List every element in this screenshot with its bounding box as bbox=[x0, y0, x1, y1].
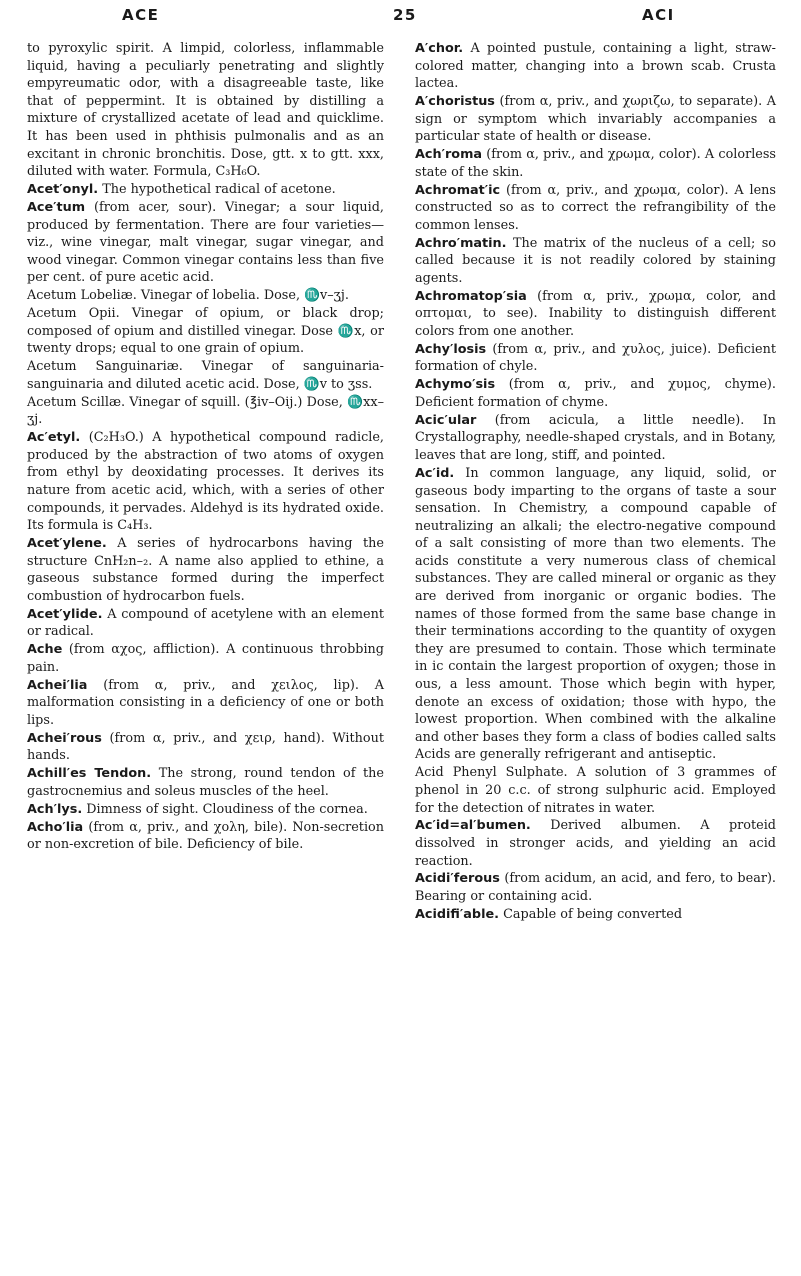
entry-body: A compound of acetylene with an element or radical. bbox=[27, 606, 384, 640]
entry-headword: Acidi′ferous bbox=[415, 871, 500, 887]
dictionary-entry bbox=[27, 40, 384, 181]
dictionary-entry bbox=[415, 341, 776, 376]
dictionary-entry bbox=[415, 870, 776, 905]
entry-headword: Achymo′sis bbox=[415, 377, 496, 393]
entry-body: (from α, priv., and χυμος, chyme). Deficient formation of chyme. bbox=[415, 377, 776, 410]
dictionary-entry bbox=[27, 429, 384, 535]
entry-body: (from αχος, affliction). A continuous throbbing pain. bbox=[27, 642, 384, 675]
entry-body: Acetum Sanguinariæ. Vinegar of sanguinaria-sanguinaria and diluted acetic acid. Dose, ♏v to ʒss. bbox=[27, 359, 384, 392]
entry-body: (from α, priv., χρωμα, color, and οπτομαι, to see). Inability to distinguish different colors from one another. bbox=[415, 288, 776, 339]
entry-body: Acetum Lobeliæ. Vinegar of lobelia. Dose, ♏v–ʒj. bbox=[27, 288, 349, 304]
dictionary-entry bbox=[415, 465, 776, 764]
entry-body: (from α, priv., and χειλος, lip). A malformation consisting in a deficiency of one or both lips. bbox=[27, 677, 384, 728]
entry-body: A series of hydrocarbons having the structure CnH₂n–₂. A name also applied to ethine, a gaseous substance formed during the imperfect combustion of hydrocarbon fuels. bbox=[27, 536, 384, 604]
dictionary-entry bbox=[415, 288, 776, 341]
left-column bbox=[27, 40, 384, 854]
dictionary-entry bbox=[27, 535, 384, 605]
dictionary-entry bbox=[27, 199, 384, 287]
dictionary-entry bbox=[27, 606, 384, 641]
entry-body: (from α, priv., and χωριζω, to separate). A sign or symptom which invariably accompanies a particular state of health or disease. bbox=[415, 94, 776, 145]
entry-headword: Ac′id=al′bumen. bbox=[415, 818, 531, 834]
right-column bbox=[415, 40, 776, 924]
entry-body: A pointed pustule, containing a light, straw-colored matter, changing into a brown scab. Crusta lactea. bbox=[415, 41, 776, 92]
dictionary-entry bbox=[27, 305, 384, 358]
entry-headword: Acet′ylene. bbox=[27, 536, 107, 551]
dictionary-entry bbox=[415, 93, 776, 146]
running-header bbox=[0, 0, 801, 28]
guide-word-right: ACI bbox=[642, 6, 675, 24]
entry-headword: Ache bbox=[27, 642, 63, 658]
entry-body: Derived albumen. A proteid dissolved in stronger acids, and yielding an acid reaction. bbox=[415, 818, 776, 869]
entry-body: Acetum Opii. Vinegar of opium, or black drop; composed of opium and distilled vinegar. Dose ♏x, or twenty drops; equal to one grain of opium. bbox=[27, 306, 384, 357]
dictionary-entry bbox=[27, 765, 384, 800]
dictionary-entry bbox=[415, 764, 776, 817]
dictionary-entry bbox=[27, 819, 384, 854]
entry-headword: Acic′ular bbox=[415, 412, 477, 428]
entry-body: (from α, priv., and χρωμα, color). A lens constructed so as to correct the refrangibility of the common lenses. bbox=[415, 182, 776, 233]
guide-word-left: ACE bbox=[122, 6, 160, 24]
dictionary-entry bbox=[415, 40, 776, 93]
entry-body: In common language, any liquid, solid, or gaseous body imparting to the organs of taste a sour sensation. In Chemistry, a compound capable of neutralizing an alkali; the electro-negative compound of a salt consisting of more than two elements. The acids constitute a very numerous class of chemical substances. They are called mineral or organic as they are derived from inorganic or organic bodies. The names of those formed from the same base change in their terminations according to the quantity of oxygen they are presumed to contain. Those which terminate in ic contain the largest proportion of oxygen; those in ous, a less amount. Those which begin with hyper, denote an excess of oxidation; those with hypo, the lowest proportion. When combined with the alkaline and other bases they form a class of bodies called salts Acids are generally refrigerant and antiseptic. bbox=[415, 465, 776, 763]
dictionary-entry bbox=[27, 287, 384, 305]
entry-body: The matrix of the nucleus of a cell; so called because it is not readily colored by staining agents. bbox=[415, 235, 776, 286]
entry-headword: Ach′roma bbox=[415, 147, 483, 163]
dictionary-entry bbox=[27, 641, 384, 676]
entry-body: The strong, round tendon of the gastrocnemius and soleus muscles of the heel. bbox=[27, 766, 384, 799]
entry-headword: Acidifi′able. bbox=[415, 906, 500, 922]
entry-body: (from acidum, an acid, and fero, to bear). Bearing or containing acid. bbox=[415, 871, 776, 905]
dictionary-entry bbox=[27, 677, 384, 730]
entry-headword: Acet′ylide. bbox=[27, 606, 103, 622]
entry-headword: Acet′onyl. bbox=[27, 182, 99, 198]
entry-headword: Ac′id. bbox=[415, 465, 455, 481]
entry-headword: Achro′matin. bbox=[415, 235, 507, 251]
entry-body: (from α, priv., and χειρ, hand). Without hands. bbox=[27, 730, 384, 764]
dictionary-entry bbox=[415, 817, 776, 870]
dictionary-entry bbox=[27, 801, 384, 819]
entry-headword: Achei′rous bbox=[27, 730, 102, 746]
entry-headword: Ace′tum bbox=[27, 199, 86, 215]
entry-body: Capable of being converted bbox=[499, 906, 683, 922]
entry-body: to pyroxylic spirit. A limpid, colorless, inflammable liquid, having a peculiarly penetrating and slightly empyreumatic odor, with a disagreeable taste, like that of peppermint. It is obtained by distilling a mixture of crystallized acetate of lead and quicklime. It has been used in phthisis pulmonalis and as an excitant in chronic bronchitis. Dose, gtt. x to gtt. xxx, diluted with water. Formula, C₃H₆O. bbox=[27, 41, 384, 180]
dictionary-entry bbox=[415, 412, 776, 465]
entry-headword: Acho′lia bbox=[27, 819, 84, 835]
entry-body: (from acicula, a little needle). In Crystallography, needle-shaped crystals, and in Botany, leaves that are long, stiff, and pointed. bbox=[415, 412, 776, 464]
dictionary-entry bbox=[27, 730, 384, 765]
dictionary-entry bbox=[27, 394, 384, 429]
entry-body: Dimness of sight. Cloudiness of the cornea. bbox=[82, 801, 368, 817]
entry-headword: Achei′lia bbox=[27, 677, 88, 693]
entry-headword: Achromat′ic bbox=[415, 182, 501, 198]
dictionary-entry bbox=[415, 182, 776, 235]
entry-headword: Ach′lys. bbox=[27, 801, 83, 817]
entry-headword: A′choristus bbox=[415, 94, 495, 110]
entry-headword: Achy′losis bbox=[415, 341, 487, 357]
entry-body: The hypothetical radical of acetone. bbox=[98, 182, 336, 198]
entry-headword: A′chor. bbox=[415, 41, 464, 56]
entry-body: (from α, priv., and χρωμα, color). A colorless state of the skin. bbox=[415, 147, 776, 180]
entry-body: (from α, priv., and χολη, bile). Non-secretion or non-excretion of bile. Deficiency of bile. bbox=[27, 819, 384, 853]
entry-body: (from α, priv., and χυλος, juice). Deficient formation of chyle. bbox=[415, 341, 776, 375]
dictionary-entry bbox=[27, 181, 384, 199]
dictionary-entry bbox=[415, 146, 776, 181]
dictionary-entry bbox=[415, 906, 776, 924]
entry-body: Acid Phenyl Sulphate. A solution of 3 grammes of phenol in 20 c.c. of strong sulphuric acid. Employed for the detection of nitrates in water. bbox=[415, 765, 776, 816]
entry-headword: Achill′es Tendon. bbox=[27, 766, 152, 782]
dictionary-entry bbox=[415, 235, 776, 288]
dictionary-entry bbox=[415, 376, 776, 411]
entry-body: Acetum Scillæ. Vinegar of squill. (℥iv–Oij.) Dose, ♏xx–ʒj. bbox=[27, 394, 384, 428]
entry-headword: Ac′etyl. bbox=[27, 430, 81, 446]
entry-body: (C₂H₃O.) A hypothetical compound radicle, produced by the abstraction of two atoms of oxygen from ethyl by deoxidating processes. It derives its nature from acetic acid, which, with a series of other compounds, it pervades. Aldehyd is its hydrated oxide. Its formula is C₄H₃. bbox=[27, 430, 384, 534]
dictionary-entry bbox=[27, 358, 384, 393]
page-number: 25 bbox=[393, 6, 417, 24]
entry-body: (from acer, sour). Vinegar; a sour liquid, produced by fermentation. There are four varieties—viz., wine vinegar, malt vinegar, sugar vinegar, and wood vinegar. Common vinegar contains less than five per cent. of pure acetic acid. bbox=[27, 199, 384, 286]
entry-headword: Achromatop′sia bbox=[415, 288, 527, 304]
